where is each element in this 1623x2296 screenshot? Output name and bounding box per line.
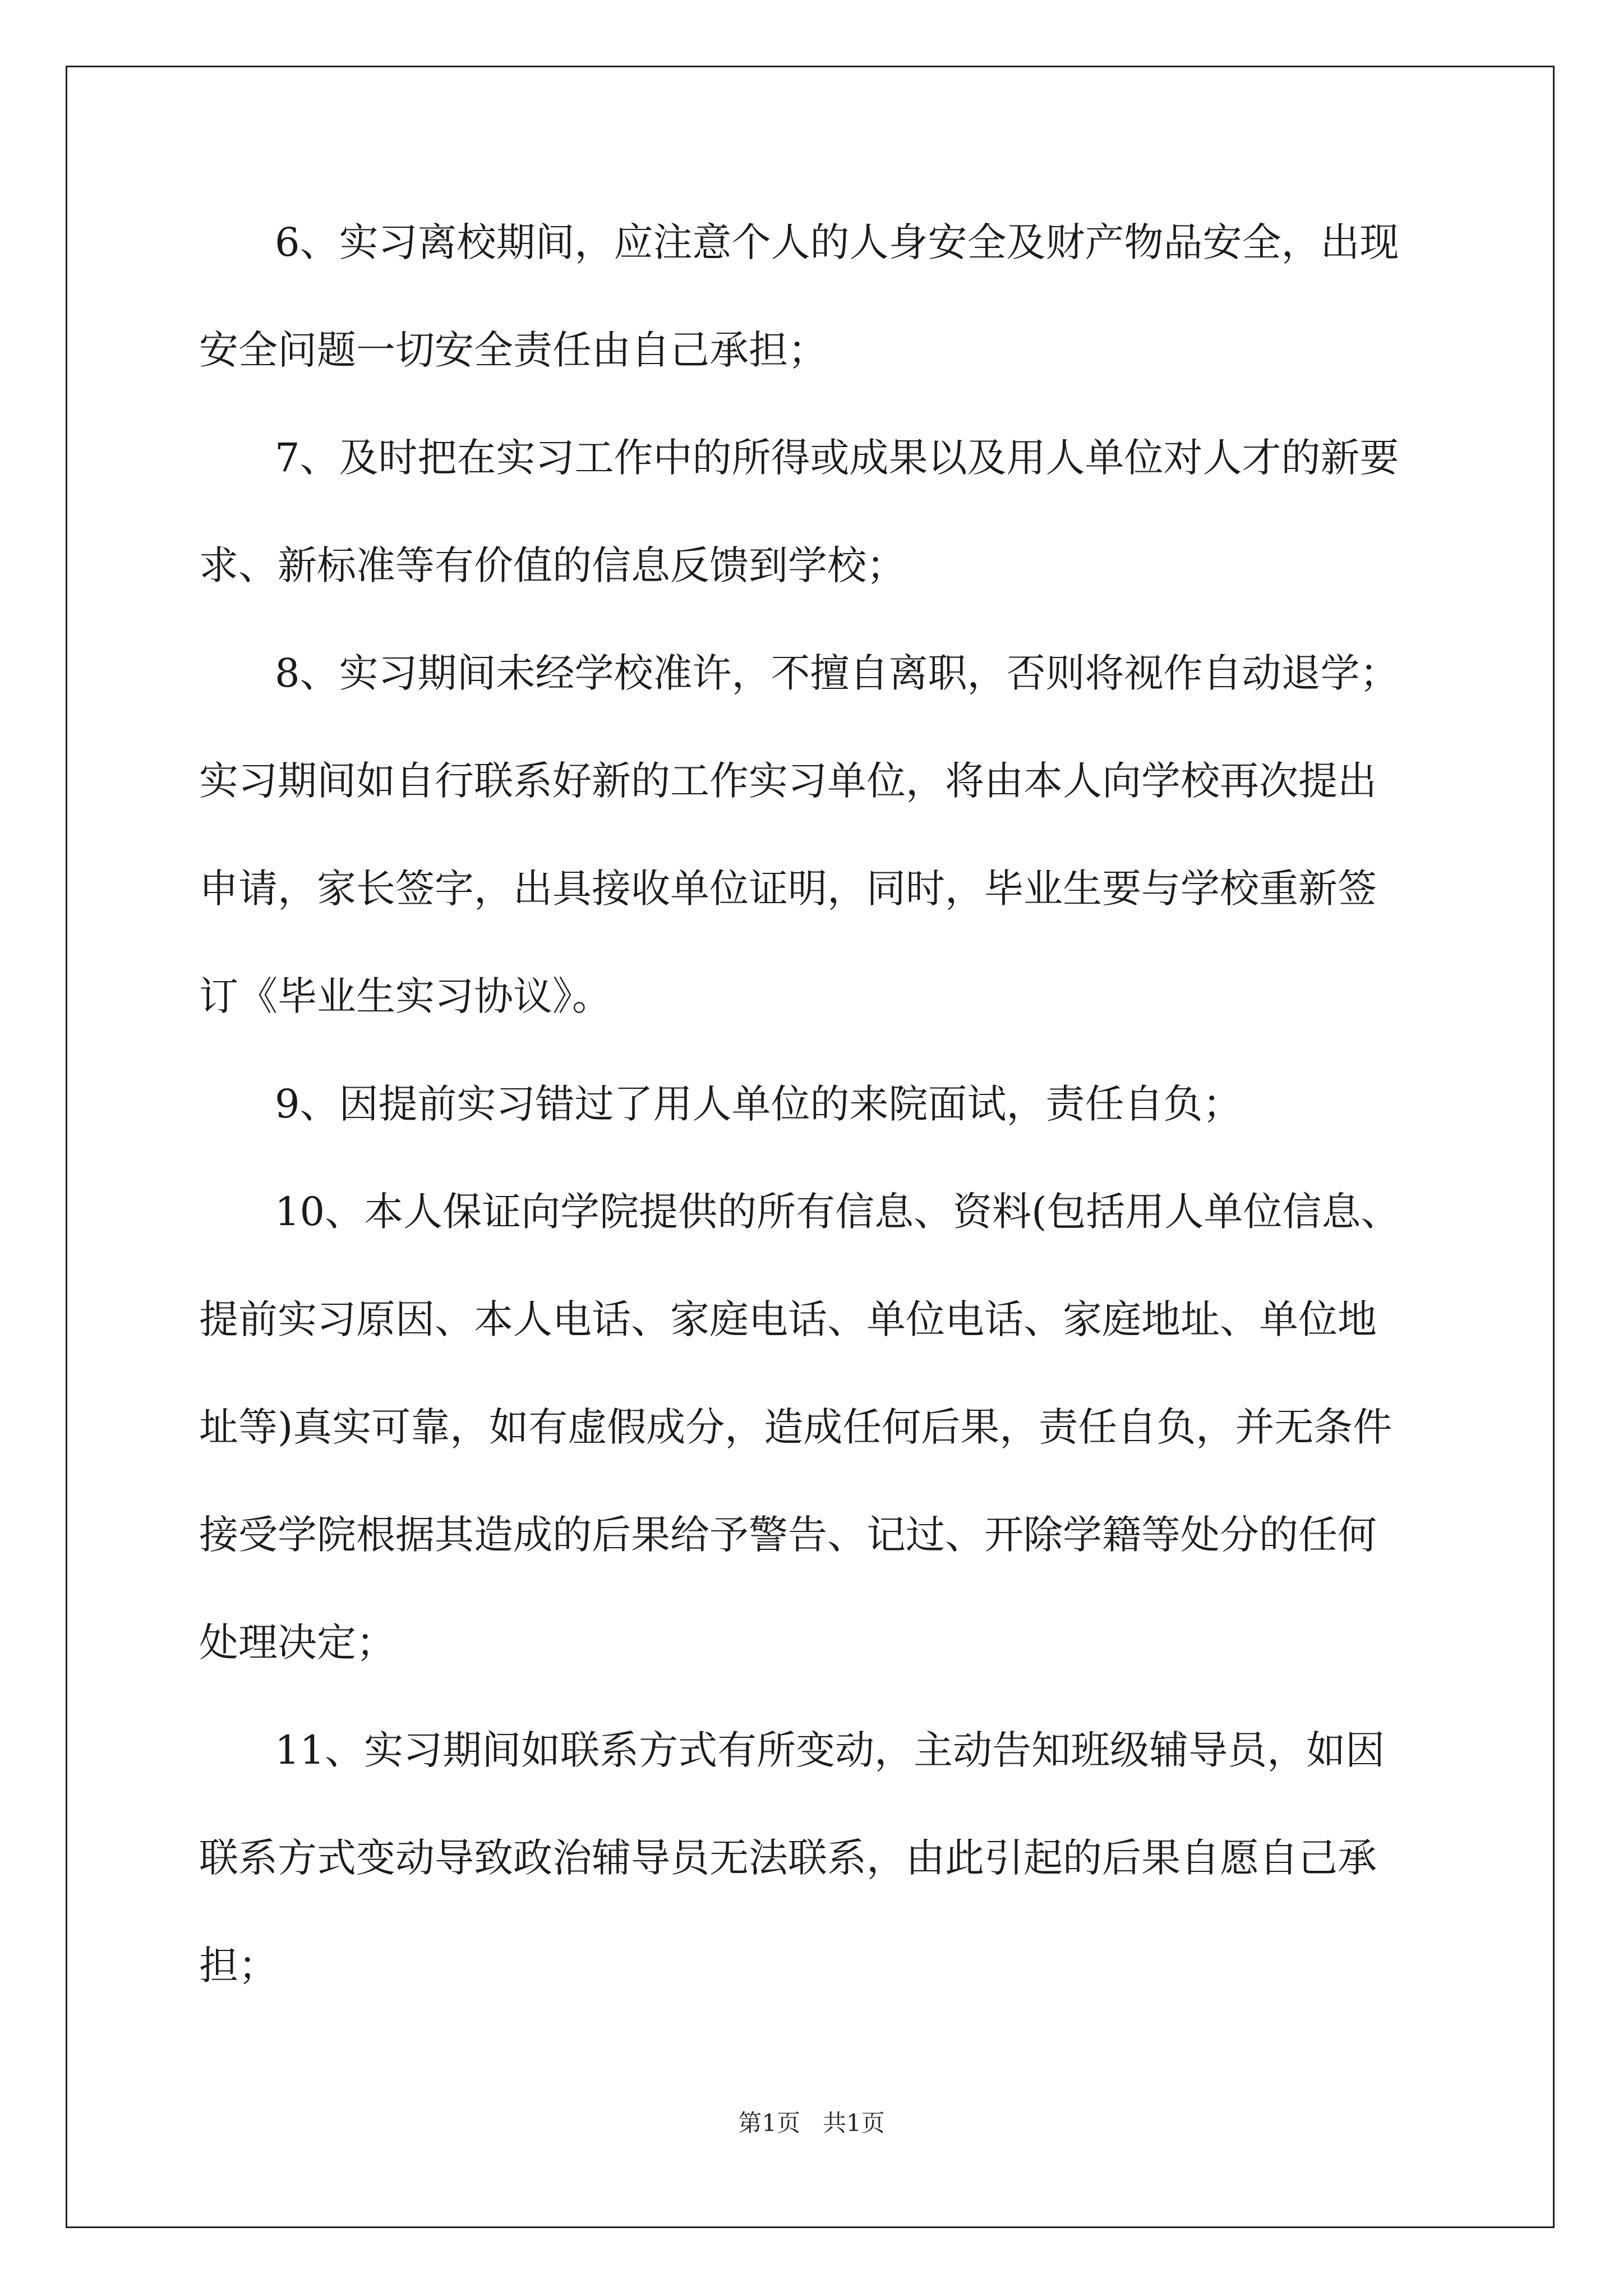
paragraph-10-line-2: 提前实习原因、本人电话、家庭电话、单位电话、家庭地址、单位地 [199, 1296, 1377, 1342]
paragraph-10-line-1: 10、本人保证向学院提供的所有信息、资料(包括用人单位信息、 [275, 1189, 1400, 1235]
page-border [66, 66, 1555, 2228]
paragraph-6-line-1: 6、实习离校期间，应注意个人的人身安全及财产物品安全，出现 [275, 219, 1399, 265]
paragraph-11-line-1: 11、实习期间如联系方式有所变动，主动告知班级辅导员，如因 [275, 1727, 1385, 1773]
paragraph-7-line-2: 求、新标准等有价值的信息反馈到学校； [199, 542, 906, 588]
paragraph-11-line-2: 联系方式变动导致政治辅导员无法联系，由此引起的后果自愿自己承 [199, 1835, 1377, 1881]
paragraph-8-line-4: 订《毕业生实习协议》。 [199, 973, 611, 1019]
paragraph-10-line-4: 接受学院根据其造成的后果给予警告、记过、开除学籍等处分的任何 [199, 1512, 1377, 1558]
paragraph-10-line-5: 处理决定； [199, 1619, 395, 1665]
paragraph-9-line-1: 9、因提前实习错过了用人单位的来院面试，责任自负； [275, 1081, 1242, 1127]
paragraph-11-line-3: 担； [199, 1943, 278, 1989]
paragraph-8-line-1: 8、实习期间未经学校准许，不擅自离职，否则将视作自动退学； [275, 650, 1399, 696]
paragraph-10-line-3: 址等)真实可靠，如有虚假成分，造成任何后果，责任自负，并无条件 [199, 1404, 1393, 1450]
paragraph-8-line-3: 申请，家长签字，出具接收单位证明，同时，毕业生要与学校重新签 [199, 866, 1377, 912]
paragraph-8-line-2: 实习期间如自行联系好新的工作实习单位，将由本人向学校再次提出 [199, 758, 1377, 804]
paragraph-7-line-1: 7、及时把在实习工作中的所得或成果以及用人单位对人才的新要 [275, 435, 1399, 481]
page-number: 第1页 [738, 2109, 800, 2137]
page-total: 共1页 [823, 2109, 885, 2137]
page-footer [0, 2105, 1623, 2138]
paragraph-6-line-2: 安全问题一切安全责任由自己承担； [199, 327, 827, 373]
